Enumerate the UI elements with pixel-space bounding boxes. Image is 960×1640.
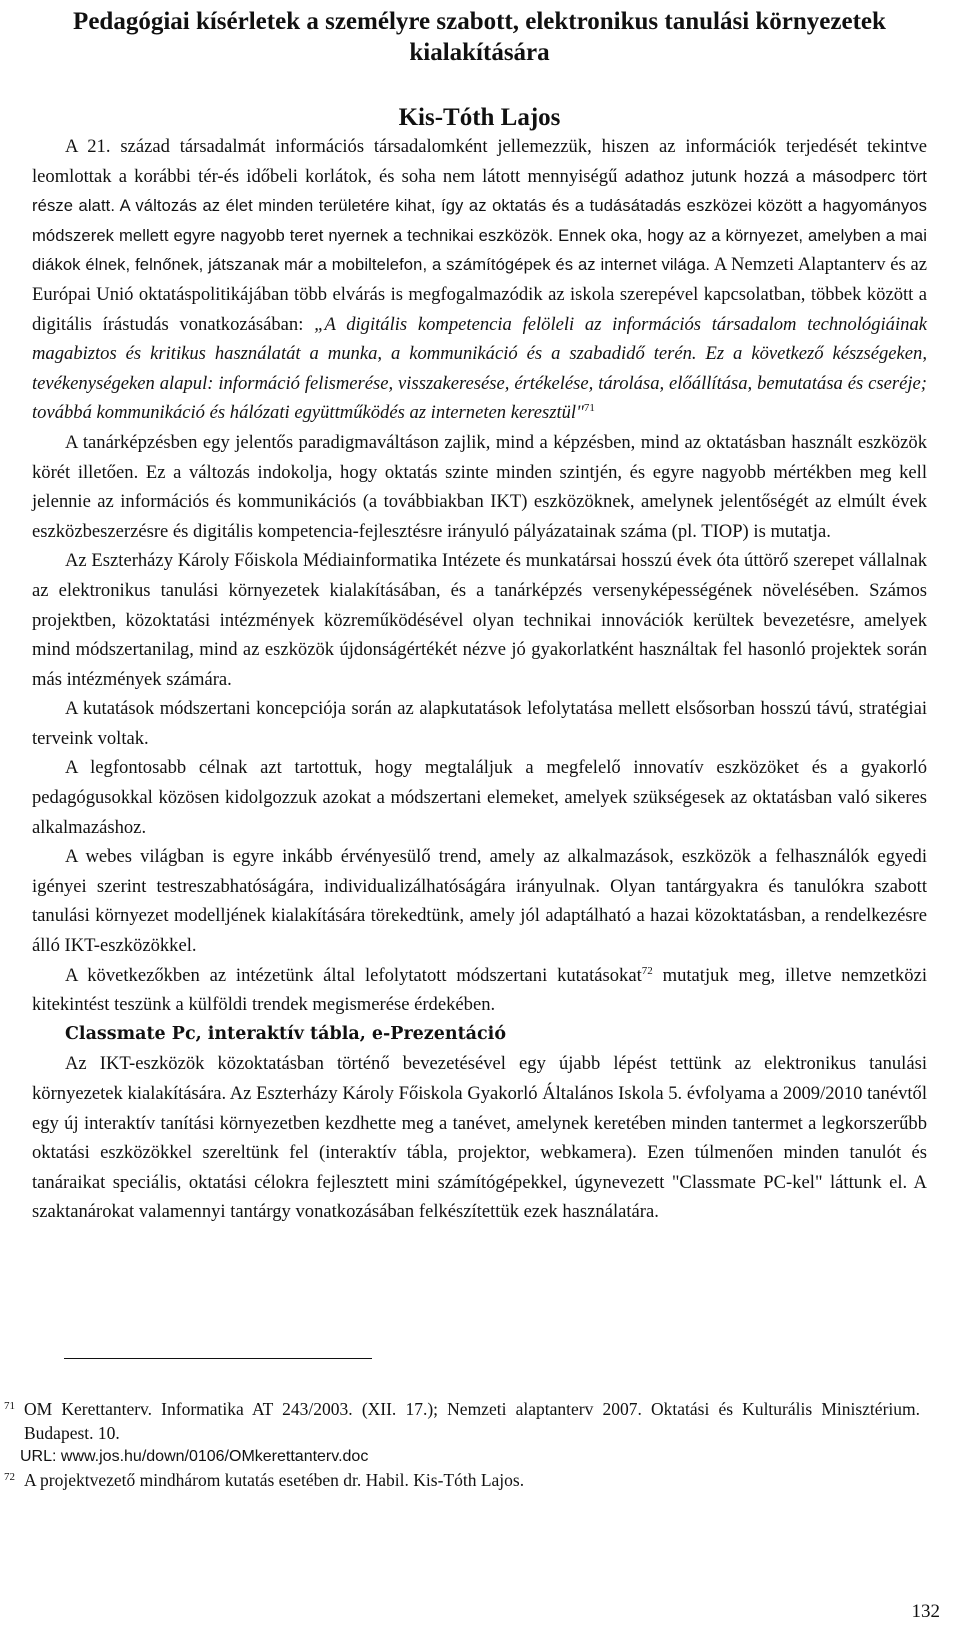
footnote-url: URL: www.jos.hu/down/0106/OMkerettanterv.doc <box>20 1448 369 1465</box>
author-name: Kis-Tóth Lajos <box>398 104 561 131</box>
paragraph-following-part2: mutatjuk meg, illetve nemzetközi kitekintést teszünk a külföldi trendek megismerése érdekében. <box>32 964 927 1016</box>
footnote-71 <box>0 1398 920 1445</box>
footnote-separator <box>64 1358 372 1359</box>
footnote-72 <box>0 1469 920 1493</box>
footnote-ref-71: 71 <box>583 402 595 415</box>
digital-competence-quote: „A digitális kompetencia felöleli az információs társadalom technológiáinak magabiztos és kritikus használatát a munka, a kommunikáció és a szabadidő terén. Ez a következő készségeken, tevékenységeken alapul: információ felismerése, visszakeresése, értékelése, tárolása, előállítása, bemutatása és cseréje; továbbá kommunikáció és hálózati együttműködés az interneten keresztül" <box>32 313 927 424</box>
footnote-ref-72: 72 <box>641 964 653 977</box>
paragraph-intro <box>32 132 927 428</box>
paragraph-web-trends: A webes világban is egyre inkább érvényesülő trend, amely az alkalmazások, eszközök a felhasználók egyedi igényei szerint testreszabhatóságára, individualizálhatóságára irányulnak. Olyan tantárgyakra és tanulókra szabott tanulási környezet modelljének kialakítására törekedtünk, amely jól adaptálható a hazai közoktatásban, a rendelkezésre álló IKT-eszközökkel. <box>32 846 927 957</box>
document-title: Pedagógiai kísérletek a személyre szabott, elektronikus tanulási környezetek kialakítására <box>73 8 886 66</box>
paragraph-ikt-tools: Az IKT-eszközök közoktatásban történő bevezetésével egy újabb lépést tettünk az elektronikus tanulási környezetek kialakítására. Az Eszterházy Károly Főiskola Gyakorló Általános Iskola 5. évfolyama a 2009/2010 tanévtől egy új interaktív tanítási környezetben kezdhette meg a tanévet, amelynek keretében minden tantermet a legkorszerűbb oktatási eszközökkel szereltünk fel (interaktív tábla, projektor, webkamera). Ezen túlmenően minden tanulót és tanáraikat speciális, oktatási célokra fejlesztett mini számítógépekkel, úgynevezett "Classmate PC-kel" láttunk el. A szaktanárokat valamennyi tantárgy vonatkozásában felkészítettük ezek használatára. <box>32 1053 927 1223</box>
footnote-number: 71 <box>4 1400 15 1412</box>
section-heading: Classmate Pc, interaktív tábla, e-Prezentáció <box>65 1023 506 1044</box>
paragraph-research-concept: A kutatások módszertani koncepciója során az alapkutatások lefolytatása mellett elsősorban hosszú távú, stratégiai terveink voltak. <box>32 698 927 749</box>
paragraph-goals: A legfontosabb célnak azt tartottuk, hogy megtaláljuk a megfelelő innovatív eszközöket és a gyakorló pedagógusokkal közösen kidolgozzuk azokat a módszertani elemeket, amelyek szükségesek az oktatásban való sikeres alkalmazáshoz. <box>32 757 927 838</box>
paragraph-intro-part4: A Nemzeti Alaptanterv és az Európai Unió oktatáspolitikájában több elvárás is megfogalmazódik az iskola szerepével kapcsolatban, többek között a digitális írástudás vonatkozásában: <box>32 254 927 335</box>
document-page <box>32 0 927 1227</box>
footnote-number: 72 <box>4 1470 15 1483</box>
paragraph-institute: Az Eszterházy Károly Főiskola Médiainformatika Intézete és munkatársai hosszú évek óta úttörő szerepet vállalnak az elektronikus tanulási környezetek kialakításában, és a tanárképzés versenyképességének növelésében. Számos projektben, közoktatási intézmények közreműködésével olyan technikai innovációk kerültek bevezetésre, amelyek mind módszertanilag, mind az eszközök újdonságértékét nézve jó gyakorlatként használtak fel hasonló projektek során más intézmények számára. <box>32 550 927 690</box>
paragraph-following <box>32 961 927 1020</box>
paragraph-teacher-training: A tanárképzésben egy jelentős paradigmaváltáson zajlik, mind a képzésben, mind az oktatásban használt eszközök körét illetően. Ez a változás indokolja, hogy oktatás szinte minden szintjén, és egyre nagyobb mértékben meg kell jelennie az információs és kommunikációs (a továbbiakban IKT) eszközöknek, amelynek jelentőségét az elmúlt évek eszközbeszerzésre és digitális kompetencia-fejlesztésre irányuló pályázatainak száma (pl. TIOP) is mutatja. <box>32 431 927 542</box>
paragraph-intro-part1: A 21. század társadalmát információs társadalomként jellemezzük, hiszen az információk terjedését tekintve leomlottak a korábbi tér-és időbeli korlátok, és soha nem látott mennyiségű <box>32 136 927 187</box>
footnote-text: OM Kerettanterv. Informatika AT 243/2003. (XII. 17.); Nemzeti alaptanterv 2007. Oktatási és Kulturális Minisztérium. Budapest. 10. <box>24 1399 920 1443</box>
footnote-text: A projektvezető mindhárom kutatás esetében dr. Habil. Kis-Tóth Lajos. <box>24 1469 525 1490</box>
footnotes <box>0 1398 920 1492</box>
body-text <box>32 132 927 1227</box>
paragraph-intro-part3: A változás az élet minden területére kihat, így az oktatás és a tudásátadás eszközei között a hagyományos módszerek mellett egyre nagyobb teret nyernek a technikai eszközök. Ennek oka, hogy az a környezet, amelyben a mai diákok élnek, felnőnek, játszanak már a mobiltelefon, a számítógépek és az internet világa. <box>32 196 927 275</box>
paragraph-intro-part2: adathoz jutunk hozzá a másodperc tört része alatt. <box>32 166 927 216</box>
paragraph-following-part1: A következőkben az intézetünk által lefolytatott módszertani kutatásokat <box>65 964 642 986</box>
page-number: 132 <box>911 1601 940 1622</box>
